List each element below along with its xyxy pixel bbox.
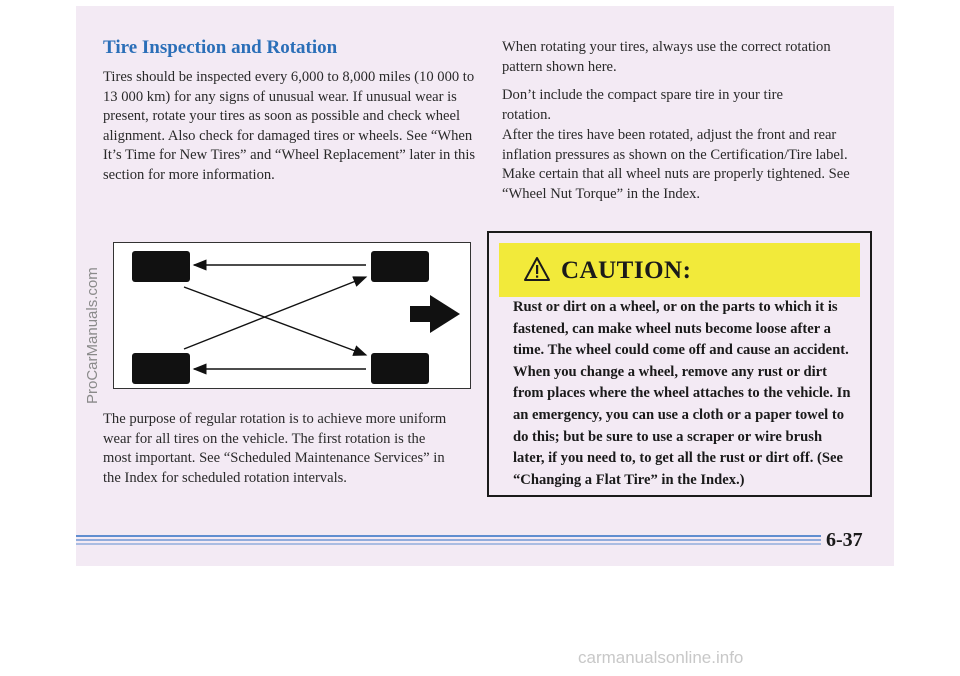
rotation-purpose-paragraph: The purpose of regular rotation is to achieve more uniform wear for all tires on the vehicle. The first rotation is the most important. See “Scheduled Maintenance Services” in the Index for scheduled rotation intervals.: [103, 411, 447, 486]
tire-rotation-pattern-icon: [114, 243, 470, 388]
front-left-tire: [132, 251, 190, 282]
footer-rule: [76, 534, 826, 546]
rear-right-tire: [371, 353, 429, 384]
rotation-pattern-paragraph: When rotating your tires, always use the correct rotation pattern shown here.: [502, 39, 831, 75]
inflation-paragraph: After the tires have been rotated, adjust the front and rear inflation pressures as shown on the Certification/Tire label. Make certain that all wheel nuts are properly tightened. See “Wheel Nut Torque” in the Index.: [502, 127, 850, 202]
caution-banner: [499, 243, 860, 297]
inspection-paragraph: Tires should be inspected every 6,000 to 8,000 miles (10 000 to 13 000 km) for any signs of unusual wear. If unusual wear is present, rotate your tires as soon as possible and check wheel alignment. Also check for damaged tires or wheels. See “When It’s Time for New Tires” and “Wheel Replacement” later in this section for more information.: [103, 69, 476, 183]
section-heading: Tire Inspection and Rotation: [103, 37, 338, 58]
page-number: 6-37: [826, 529, 863, 551]
caution-box: [487, 231, 872, 497]
tire-rotation-diagram: [113, 242, 471, 389]
bottom-watermark: carmanualsonline.info: [578, 648, 744, 667]
caution-text: Rust or dirt on a wheel, or on the parts to which it is fastened, can make wheel nuts become loose after a time. The wheel could come off and cause an accident. When you change a wheel, remove any rust or dirt from places where the wheel attaches to the vehicle. In an emergency, you can use a cloth or a paper towel to do this; but be sure to use a scraper or wire brush later, if you need to, to get all the rust or dirt off. (See “Changing a Flat Tire” in the Index.): [513, 299, 851, 488]
forward-arrow-icon: [410, 295, 460, 333]
spare-tire-paragraph: Don’t include the compact spare tire in your tire rotation.: [502, 87, 783, 123]
warning-triangle-icon: [523, 256, 551, 282]
rear-left-tire: [132, 353, 190, 384]
front-right-tire: [371, 251, 429, 282]
caution-title: CAUTION:: [561, 257, 692, 284]
side-watermark: ProCarManuals.com: [84, 267, 101, 405]
